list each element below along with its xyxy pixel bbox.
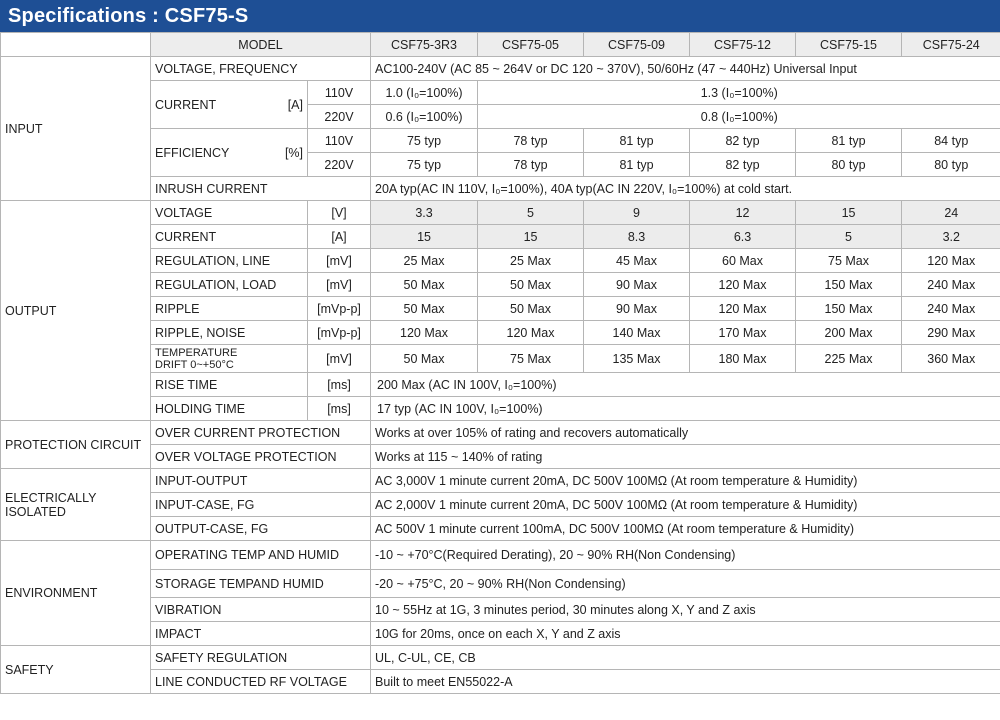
param-label: OVER CURRENT PROTECTION xyxy=(151,421,371,445)
param-unit: [mVp-p] xyxy=(308,297,371,321)
input-voltage-row xyxy=(1,57,1000,81)
cell-value: 240 Max xyxy=(902,273,1000,297)
param-value: -10 ~ +70°C(Required Derating), 20 ~ 90% RH(Non Condensing) xyxy=(371,541,1000,570)
cell-value: 25 Max xyxy=(478,249,584,273)
cell-value: 50 Max xyxy=(371,345,478,373)
param-unit: [A] xyxy=(308,225,371,249)
cell-value: 50 Max xyxy=(371,273,478,297)
cell-value: 150 Max xyxy=(796,297,902,321)
model-header-row xyxy=(1,33,1000,57)
param-value: AC 500V 1 minute current 100mA, DC 500V 100MΩ (At room temperature & Humidity) xyxy=(371,517,1000,541)
cell-value: 80 typ xyxy=(796,153,902,177)
param-label: REGULATION, LINE xyxy=(151,249,308,273)
param-value: Built to meet EN55022-A xyxy=(371,670,1000,694)
input-voltage: 110V xyxy=(308,129,371,153)
cell-value: 81 typ xyxy=(796,129,902,153)
output-row xyxy=(1,373,1000,397)
cell-value: 150 Max xyxy=(796,273,902,297)
model-name: CSF75-09 xyxy=(584,33,690,57)
model-name: CSF75-05 xyxy=(478,33,584,57)
cell-value: 5 xyxy=(796,225,902,249)
input-voltage: 110V xyxy=(308,81,371,105)
param-label: OVER VOLTAGE PROTECTION xyxy=(151,445,371,469)
cell-value: 12 xyxy=(690,201,796,225)
output-row xyxy=(1,321,1000,345)
param-value: 200 Max (AC IN 100V, I₀=100%) xyxy=(371,373,1000,397)
cell-value: 84 typ xyxy=(902,129,1000,153)
cell-value: 0.8 (I₀=100%) xyxy=(478,105,1000,129)
param-label: OUTPUT-CASE, FG xyxy=(151,517,371,541)
param-unit: [V] xyxy=(308,201,371,225)
model-label: MODEL xyxy=(151,33,371,57)
cell-value: 135 Max xyxy=(584,345,690,373)
efficiency-label-cell xyxy=(151,129,308,177)
cell-value: 8.3 xyxy=(584,225,690,249)
param-unit: [%] xyxy=(284,145,303,160)
output-row xyxy=(1,273,1000,297)
cell-value: 120 Max xyxy=(690,297,796,321)
param-value: UL, C-UL, CE, CB xyxy=(371,646,1000,670)
param-label: RIPPLE, NOISE xyxy=(151,321,308,345)
param-label: LINE CONDUCTED RF VOLTAGE xyxy=(151,670,371,694)
param-label: CURRENT xyxy=(155,97,217,112)
param-label: VOLTAGE, FREQUENCY xyxy=(151,57,371,81)
param-unit: [mVp-p] xyxy=(308,321,371,345)
model-name: CSF75-15 xyxy=(796,33,902,57)
param-value: Works at over 105% of rating and recovers automatically xyxy=(371,421,1000,445)
cell-value: 200 Max xyxy=(796,321,902,345)
cell-value: 9 xyxy=(584,201,690,225)
cell-value: 1.0 (I₀=100%) xyxy=(371,81,478,105)
param-label: RISE TIME xyxy=(151,373,308,397)
param-value: AC100-240V (AC 85 ~ 264V or DC 120 ~ 370V), 50/60Hz (47 ~ 440Hz) Universal Input xyxy=(371,57,1000,81)
category-protection: PROTECTION CIRCUIT xyxy=(1,421,151,469)
param-unit: [mV] xyxy=(308,273,371,297)
param-unit: [A] xyxy=(287,97,303,112)
param-label: INPUT-OUTPUT xyxy=(151,469,371,493)
param-value: AC 3,000V 1 minute current 20mA, DC 500V 100MΩ (At room temperature & Humidity) xyxy=(371,469,1000,493)
environment-row xyxy=(1,622,1000,646)
param-label: OPERATING TEMP AND HUMID xyxy=(151,541,371,570)
cell-value: 75 typ xyxy=(371,129,478,153)
input-current-row xyxy=(1,81,1000,105)
param-label: CURRENT xyxy=(151,225,308,249)
cell-value: 5 xyxy=(478,201,584,225)
cell-value: 290 Max xyxy=(902,321,1000,345)
cell-value: 6.3 xyxy=(690,225,796,249)
isolated-row xyxy=(1,493,1000,517)
isolated-row xyxy=(1,517,1000,541)
param-unit: [ms] xyxy=(308,373,371,397)
protection-row xyxy=(1,421,1000,445)
cell-value: 45 Max xyxy=(584,249,690,273)
param-label-line: TEMPERATURE xyxy=(155,346,238,359)
category-isolated xyxy=(1,469,151,541)
param-label: INRUSH CURRENT xyxy=(151,177,371,201)
cell-value: 15 xyxy=(371,225,478,249)
param-value: 17 typ (AC IN 100V, I₀=100%) xyxy=(371,397,1000,421)
param-value: 20A typ(AC IN 110V, I₀=100%), 40A typ(AC IN 220V, I₀=100%) at cold start. xyxy=(371,177,1000,201)
input-voltage: 220V xyxy=(308,105,371,129)
cell-value: 15 xyxy=(796,201,902,225)
param-value: Works at 115 ~ 140% of rating xyxy=(371,445,1000,469)
cell-value: 3.3 xyxy=(371,201,478,225)
output-row xyxy=(1,201,1000,225)
cell-value: 120 Max xyxy=(902,249,1000,273)
param-label-line: DRIFT 0~+50°C xyxy=(155,358,234,371)
cell-value: 0.6 (I₀=100%) xyxy=(371,105,478,129)
output-row xyxy=(1,249,1000,273)
safety-row xyxy=(1,670,1000,694)
cell-value: 180 Max xyxy=(690,345,796,373)
cell-value: 75 Max xyxy=(796,249,902,273)
param-label: REGULATION, LOAD xyxy=(151,273,308,297)
param-unit: [mV] xyxy=(308,345,371,373)
param-value: AC 2,000V 1 minute current 20mA, DC 500V 100MΩ (At room temperature & Humidity) xyxy=(371,493,1000,517)
param-label: INPUT-CASE, FG xyxy=(151,493,371,517)
current-label-cell xyxy=(151,81,308,129)
cell-value: 50 Max xyxy=(371,297,478,321)
cell-value: 81 typ xyxy=(584,129,690,153)
cell-value: 120 Max xyxy=(690,273,796,297)
param-label: RIPPLE xyxy=(151,297,308,321)
category-line: ISOLATED xyxy=(5,504,66,519)
param-unit: [mV] xyxy=(308,249,371,273)
cell-value: 24 xyxy=(902,201,1000,225)
protection-row xyxy=(1,445,1000,469)
environment-row xyxy=(1,570,1000,598)
cell-value: 3.2 xyxy=(902,225,1000,249)
environment-row xyxy=(1,598,1000,622)
cell-value: 78 typ xyxy=(478,153,584,177)
cell-value: 82 typ xyxy=(690,153,796,177)
category-line: ELECTRICALLY xyxy=(5,490,97,505)
model-name: CSF75-24 xyxy=(902,33,1000,57)
model-name: CSF75-12 xyxy=(690,33,796,57)
output-row xyxy=(1,397,1000,421)
cell-value: 90 Max xyxy=(584,273,690,297)
category-safety: SAFETY xyxy=(1,646,151,694)
spec-table xyxy=(0,32,1000,694)
cell-value: 75 Max xyxy=(478,345,584,373)
cell-value: 81 typ xyxy=(584,153,690,177)
param-label: EFFICIENCY xyxy=(155,145,230,160)
category-input: INPUT xyxy=(1,57,151,201)
isolated-row xyxy=(1,469,1000,493)
cell-value: 140 Max xyxy=(584,321,690,345)
header-blank xyxy=(1,33,151,57)
cell-value: 75 typ xyxy=(371,153,478,177)
category-output: OUTPUT xyxy=(1,201,151,421)
cell-value: 78 typ xyxy=(478,129,584,153)
param-label: STORAGE TEMPAND HUMID xyxy=(151,570,371,598)
output-row xyxy=(1,297,1000,321)
cell-value: 120 Max xyxy=(371,321,478,345)
cell-value: 360 Max xyxy=(902,345,1000,373)
param-value: -20 ~ +75°C, 20 ~ 90% RH(Non Condensing) xyxy=(371,570,1000,598)
category-environment: ENVIRONMENT xyxy=(1,541,151,646)
input-efficiency-row xyxy=(1,129,1000,153)
cell-value: 120 Max xyxy=(478,321,584,345)
temperature-drift-label xyxy=(151,345,308,373)
param-label: IMPACT xyxy=(151,622,371,646)
output-row xyxy=(1,345,1000,373)
param-label: SAFETY REGULATION xyxy=(151,646,371,670)
cell-value: 25 Max xyxy=(371,249,478,273)
cell-value: 90 Max xyxy=(584,297,690,321)
param-value: 10G for 20ms, once on each X, Y and Z axis xyxy=(371,622,1000,646)
page-title: Specifications : CSF75-S xyxy=(0,0,1000,32)
param-value: 10 ~ 55Hz at 1G, 3 minutes period, 30 minutes along X, Y and Z axis xyxy=(371,598,1000,622)
param-label: VOLTAGE xyxy=(151,201,308,225)
cell-value: 15 xyxy=(478,225,584,249)
cell-value: 1.3 (I₀=100%) xyxy=(478,81,1000,105)
cell-value: 170 Max xyxy=(690,321,796,345)
safety-row xyxy=(1,646,1000,670)
cell-value: 80 typ xyxy=(902,153,1000,177)
cell-value: 50 Max xyxy=(478,297,584,321)
input-inrush-row xyxy=(1,177,1000,201)
param-label: VIBRATION xyxy=(151,598,371,622)
param-label: HOLDING TIME xyxy=(151,397,308,421)
cell-value: 60 Max xyxy=(690,249,796,273)
cell-value: 225 Max xyxy=(796,345,902,373)
input-voltage: 220V xyxy=(308,153,371,177)
output-row xyxy=(1,225,1000,249)
cell-value: 50 Max xyxy=(478,273,584,297)
cell-value: 240 Max xyxy=(902,297,1000,321)
cell-value: 82 typ xyxy=(690,129,796,153)
param-unit: [ms] xyxy=(308,397,371,421)
model-name: CSF75-3R3 xyxy=(371,33,478,57)
environment-row xyxy=(1,541,1000,570)
